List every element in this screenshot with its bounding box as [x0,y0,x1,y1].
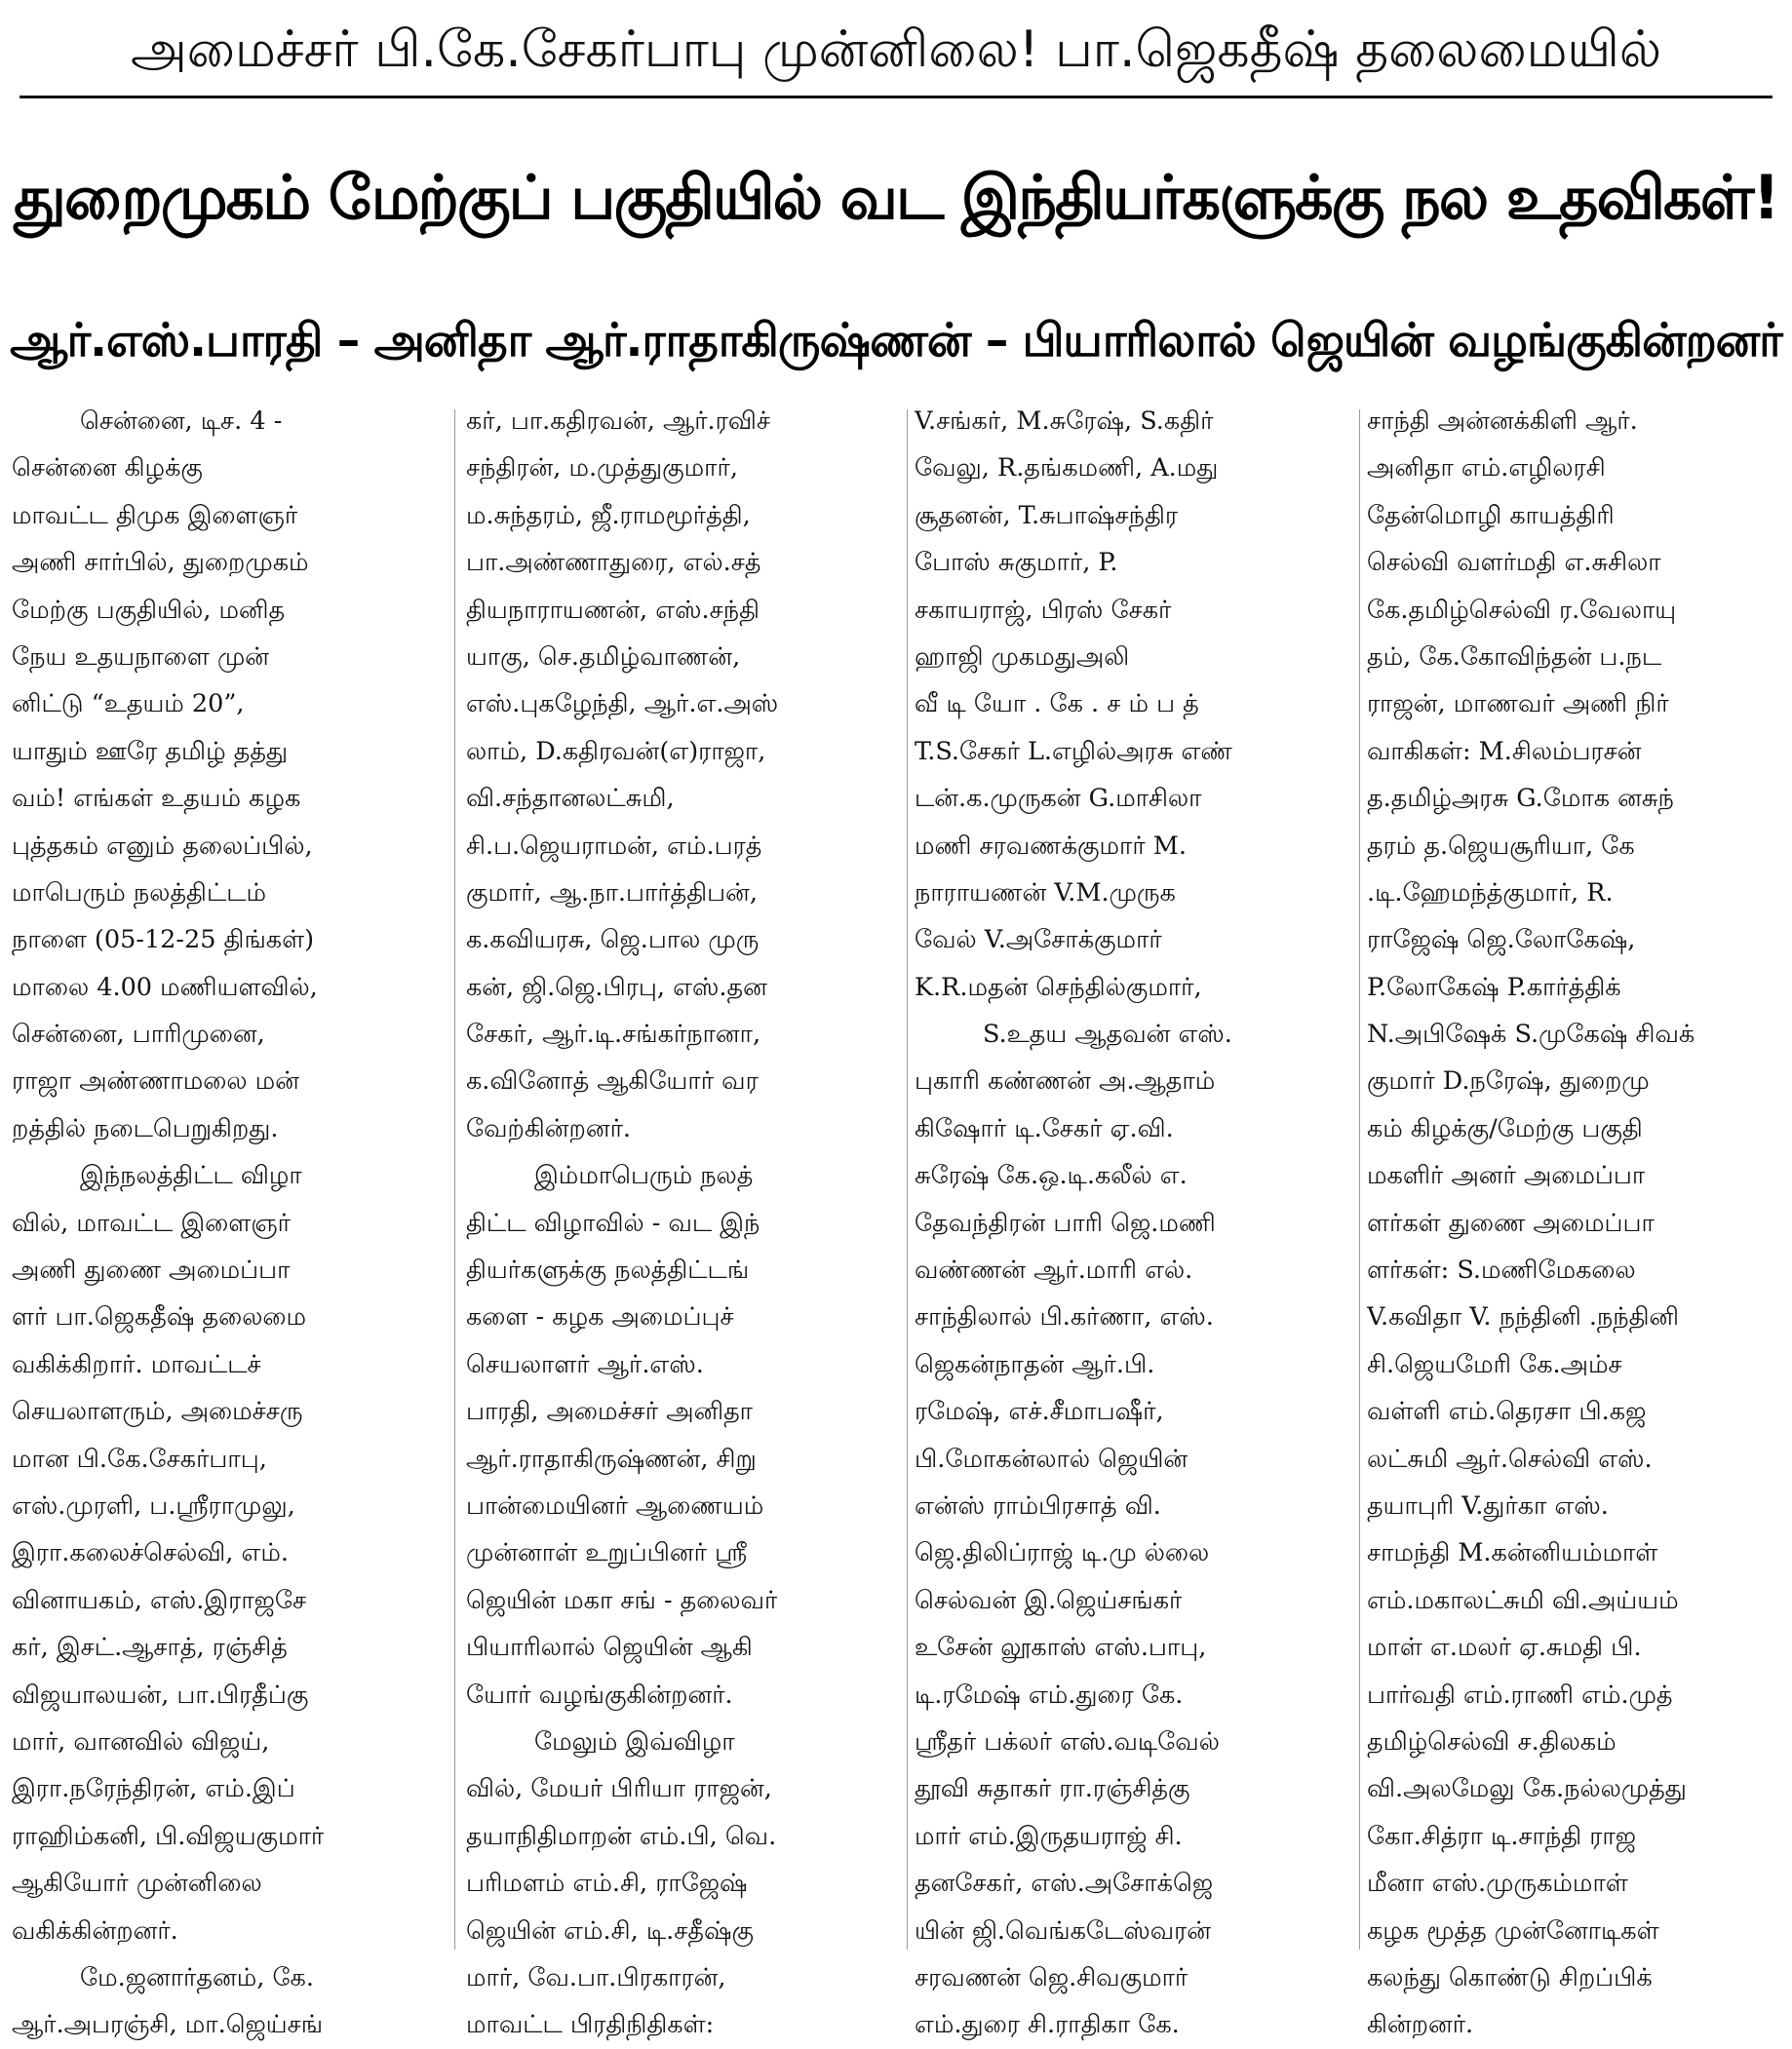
body-text-line: தியர்களுக்கு நலத்திட்டங் [466,1256,750,1286]
body-text-line: வம்! எங்கள் உதயம் கழக [12,784,301,814]
body-text-line: எம்.மகாலட்சுமி வி.அய்யம் [1367,1585,1679,1615]
body-text-line: ளர் பா.ஜெகதீஷ் தலைமை [12,1302,307,1333]
body-text-line: மாவட்ட திமுக இளைஞர் [12,500,298,530]
body-text-line: வாகிகள்: M.சிலம்பரசன் [1367,736,1642,766]
body-text-line: கர், பா.கதிரவன், ஆர்.ரவிச் [466,406,770,436]
body-text-line: வேலு, R.தங்கமணி, A.மது [915,453,1219,483]
body-text-line: தியநாராயணன், எஸ்.சந்தி [466,595,760,625]
body-text-line: சி.ப.ஜெயராமன், எம்.பரத் [466,831,762,861]
body-text-line: கின்றனர். [1367,2010,1474,2040]
body-text-line: மீனா எஸ்.முருகம்மாள் [1367,1869,1628,1899]
body-text-line: பியாரிலால் ஜெயின் ஆகி [466,1633,753,1663]
body-text-line: மணி சரவணக்குமார் M. [915,831,1188,861]
body-text-line: சேகர், ஆர்.டி.சங்கர்நானா, [466,1020,761,1050]
body-text-line: லாம், D.கதிரவன்(எ)ராஜா, [466,736,766,766]
body-text-line: ஜெகன்நாதன் ஆர்.பி. [915,1349,1155,1379]
body-text-line: சென்னை கிழக்கு [12,453,203,483]
body-text-line: ராஜன், மாணவர் அணி நிர் [1367,689,1669,719]
body-text-line: ஆர்.அபரஞ்சி, மா.ஜெய்சங் [12,2010,324,2040]
body-text-line: இந்நலத்திட்ட விழா [80,1161,302,1191]
body-text-line: கன், ஜி.ஜெ.பிரபு, எஸ்.தன [466,972,767,1002]
body-text-line: இரா.கலைச்செல்வி, எம். [12,1538,290,1568]
column-divider [454,409,455,1950]
body-text-line: தேன்மொழி காயத்திரி [1367,500,1615,530]
body-text-line: வள்ளி எம்.தெரசா பி.கஜ [1367,1397,1647,1427]
body-text-line: டி.ரமேஷ் எம்.துரை கே. [915,1680,1184,1710]
body-text-line: மகளிர் அனர் அமைப்பா [1367,1161,1646,1191]
body-text-line: கிஷோர் டி.சேகர் ஏ.வி. [915,1113,1174,1143]
body-text-line: சாமந்தி M.கன்னியம்மாள் [1367,1538,1658,1568]
body-text-line: பாரதி, அமைச்சர் அனிதா [466,1397,754,1427]
body-text-line: மே.ஜனார்தனம், கே. [80,1962,314,1992]
body-text-line: யோர் வழங்குகின்றனர். [466,1680,733,1710]
body-text-line: ஹாஜி முகமதுஅலி [915,641,1130,672]
body-text-line: வகிக்கின்றனர். [12,1915,178,1946]
body-text-line: ஆகியோர் முன்னிலை [12,1869,262,1899]
body-text-line: போஸ் சுகுமார், P. [915,548,1118,578]
body-text-line: மேலும் இவ்விழா [534,1726,735,1757]
body-text-line: எஸ்.புகழேந்தி, ஆர்.எ.அஸ் [466,689,779,719]
body-text-line: T.S.சேகர் L.எழில்அரசு எண் [915,736,1232,766]
body-text-line: வில், மேயர் பிரியா ராஜன், [466,1774,772,1804]
article-deck: ஆர்.எஸ்.பாரதி – அனிதா ஆர்.ராதாகிருஷ்ணன் – பியாரிலால் ஜெயின் வழங்குகின்றனர் [10,314,1782,367]
body-text-line: சென்னை, பாரிமுனை, [12,1020,265,1050]
body-text-line: ஸ்ரீதர் பக்லர் எஸ்.வடிவேல் [915,1726,1220,1757]
body-text-line: நாளை (05-12-25 திங்கள்) [12,925,315,955]
column-divider [1359,409,1360,1950]
body-text-line: பரிமளம் எம்.சி, ராஜேஷ் [466,1869,748,1899]
body-text-line: ஜெயின் மகா சங் - தலைவர் [466,1585,778,1615]
body-text-line: ராஹிம்கனி, பி.விஜயகுமார் [12,1821,325,1851]
body-text-line: அனிதா எம்.எழிலரசி [1367,453,1606,483]
body-column-1 [12,398,441,2040]
body-text-line: ரமேஷ், எச்.சீமாபஷீர், [915,1397,1164,1427]
body-text-line: ஜெ.திலிப்ராஜ் டி.மு ல்லை [915,1538,1210,1568]
body-text-line: P.லோகேஷ் P.கார்த்திக் [1367,972,1621,1002]
body-text-line: தம், கே.கோவிந்தன் ப.நட [1367,641,1662,672]
article-headline: துறைமுகம் மேற்குப் பகுதியில் வட இந்தியர்களுக்கு நல உதவிகள்! [14,162,1778,233]
body-text-line: கர், இசட்.ஆசாத், ரஞ்சித் [12,1633,288,1663]
body-text-line: செயலாளர் ஆர்.எஸ். [466,1349,704,1379]
body-text-line: சி.ஜெயமேரி கே.அம்ச [1367,1349,1622,1379]
body-text-line: வண்ணன் ஆர்.மாரி எல். [915,1256,1193,1286]
body-text-line: த.தமிழ்அரசு G.மோக னசுந் [1367,784,1674,814]
body-text-line: S.உதய ஆதவன் எஸ். [983,1020,1232,1050]
body-text-line: விஜயாலயன், பா.பிரதீப்கு [12,1680,309,1710]
body-text-line: சரவணன் ஜெ.சிவகுமார் [915,1962,1188,1992]
body-text-line: ளர்கள் துணை அமைப்பா [1367,1208,1655,1238]
body-text-line: தேவந்திரன் பாரி ஜெ.மணி [915,1208,1216,1238]
body-text-line: கழக மூத்த முன்னோடிகள் [1367,1915,1659,1946]
body-text-line: மான பி.கே.சேகர்பாபு, [12,1444,267,1474]
body-text-line: சாந்திலால் பி.கர்ணா, எஸ். [915,1302,1214,1333]
body-text-line: .டி.ஹேமந்த்குமார், R. [1367,877,1614,908]
kicker-divider [19,96,1773,98]
body-text-line: செயலாளரும், அமைச்சரு [12,1397,303,1427]
body-text-line: அணி துணை அமைப்பா [12,1256,291,1286]
body-text-line: K.R.மதன் செந்தில்குமார், [915,972,1202,1002]
body-text-line: வேற்கின்றனர். [466,1113,631,1143]
body-text-line: மாபெரும் நலத்திட்டம் [12,877,267,908]
body-text-line: நாராயணன் V.M.முருக [915,877,1176,908]
body-text-line: வினாயகம், எஸ்.இராஜசே [12,1585,307,1615]
body-text-line: றத்தில் நடைபெறுகிறது. [12,1113,279,1143]
body-text-line: செல்வன் இ.ஜெய்சங்கர் [915,1585,1183,1615]
body-text-line: அணி சார்பில், துறைமுகம் [12,548,309,578]
body-text-line: V.கவிதா V. நந்தினி .நந்தினி [1367,1302,1680,1333]
column-divider [907,409,908,1950]
body-text-line: சாந்தி அன்னக்கிளி ஆர். [1367,406,1638,436]
body-text-line: சூதனன், T.சுபாஷ்சந்திர [915,500,1179,530]
body-text-line: வேல் V.அசோக்குமார் [915,925,1162,955]
body-text-line: வி.சந்தானலட்சுமி, [466,784,675,814]
body-text-line: யாகு, செ.தமிழ்வாணன், [466,641,741,672]
body-text-line: மாள் எ.மலர் ஏ.சுமதி பி. [1367,1633,1642,1663]
body-text-line: தயாபுரி V.துர்கா எஸ். [1367,1490,1609,1521]
body-text-line: நேய உதயநாளை முன் [12,641,270,672]
body-text-line: டன்.க.முருகன் G.மாசிலா [915,784,1202,814]
body-text-line: இம்மாபெரும் நலத் [534,1161,754,1191]
body-text-line: குமார் D.நரேஷ், துறைமு [1367,1066,1650,1097]
body-text-line: களை - கழக அமைப்புச் [466,1302,734,1333]
body-text-line: லட்சுமி ஆர்.செல்வி எஸ். [1367,1444,1653,1474]
body-text-line: மார் எம்.இருதயராஜ் சி. [915,1821,1183,1851]
body-text-line: சந்திரன், ம.முத்துகுமார், [466,453,738,483]
body-text-line: எம்.துரை சி.ராதிகா கே. [915,2010,1180,2040]
body-text-line: கலந்து கொண்டு சிறப்பிக் [1367,1962,1653,1992]
body-text-line: என்ஸ் ராம்பிரசாத் வி. [915,1490,1161,1521]
body-text-line: ராஜா அண்ணாமலை மன் [12,1066,299,1097]
body-text-line: சுரேஷ் கே.ஒ.டி.கலீல் எ. [915,1161,1188,1191]
body-text-line: எஸ்.முரளி, ப.ஸ்ரீராமுலு, [12,1490,295,1521]
body-text-line: யின் ஜி.வெங்கடேஸ்வரன் [915,1915,1212,1946]
article-body [0,398,1792,2040]
body-text-line: செல்வி வளர்மதி எ.சுசிலா [1367,548,1661,578]
body-text-line: கம் கிழக்கு/மேற்கு பகுதி [1367,1113,1643,1143]
body-text-line: உசேன் லூகாஸ் எஸ்.பாபு, [915,1633,1207,1663]
body-text-line: V.சங்கர், M.சுரேஷ், S.கதிர் [915,406,1214,436]
body-text-line: கே.தமிழ்செல்வி ர.வேலாயு [1367,595,1677,625]
body-text-line: மார், வானவில் விஜய், [12,1726,270,1757]
body-text-line: குமார், ஆ.நா.பார்த்திபன், [466,877,758,908]
body-text-line: யாதும் ஊரே தமிழ் தத்து [12,736,289,766]
body-text-line: வகிக்கிறார். மாவட்டச் [12,1349,261,1379]
body-text-line: முன்னாள் உறுப்பினர் ஸ்ரீ [466,1538,748,1568]
body-text-line: N.அபிஷேக் S.முகேஷ் சிவக் [1367,1020,1695,1050]
body-text-line: பான்மையினர் ஆணையம் [466,1490,764,1521]
body-text-line: பா.அண்ணாதுரை, எல்.சத் [466,548,761,578]
body-text-line: பி.மோகன்லால் ஜெயின் [915,1444,1188,1474]
body-text-line: கோ.சித்ரா டி.சாந்தி ராஜ [1367,1821,1636,1851]
body-text-line: பார்வதி எம்.ராணி எம்.முத் [1367,1680,1673,1710]
body-text-line: தயாநிதிமாறன் எம்.பி, வெ. [466,1821,777,1851]
body-text-line: க.வினோத் ஆகியோர் வர [466,1066,759,1097]
body-text-line: மேற்கு பகுதியில், மனித [12,595,286,625]
body-text-line: தமிழ்செல்வி ச.திலகம் [1367,1726,1617,1757]
body-text-line: ம.சுந்தரம், ஜீ.ராமமூர்த்தி, [466,500,751,530]
body-text-line: வீ டி யோ . கே . ச ம் ப த் [915,689,1199,719]
body-text-line: மாலை 4.00 மணியளவில், [12,972,318,1002]
body-text-line: தனசேகர், எஸ்.அசோக்ஜெ [915,1869,1214,1899]
body-text-line: சகாயராஜ், பிரஸ் சேகர் [915,595,1172,625]
body-text-line: சென்னை, டிச. 4 - [80,406,283,436]
body-column-4 [1367,398,1786,2040]
body-text-line: புகாரி கண்ணன் அ.ஆதாம் [915,1066,1216,1097]
body-text-line: ஜெயின் எம்.சி, டி.சதீஷ்கு [466,1915,755,1946]
body-text-line: னிட்டு “உதயம் 20”, [12,689,245,719]
body-text-line: தூவி சுதாகர் ரா.ரஞ்சித்கு [915,1774,1190,1804]
body-text-line: மாவட்ட பிரதிநிதிகள்: [466,2010,715,2040]
body-text-line: ளர்கள்: S.மணிமேகலை [1367,1256,1636,1286]
body-text-line: புத்தகம் எனும் தலைப்பில், [12,831,313,861]
body-text-line: க.கவியரசு, ஜெ.பால முரு [466,925,760,955]
body-text-line: திட்ட விழாவில் - வட இந் [466,1208,760,1238]
article-kicker: அமைச்சர் பி.கே.சேகர்பாபு முன்னிலை! பா.ஜெகதீஷ் தலைமையில் [130,20,1662,79]
body-column-3 [915,398,1353,2040]
body-column-2 [466,398,901,2040]
body-text-line: ஆர்.ராதாகிருஷ்ணன், சிறு [466,1444,757,1474]
body-text-line: வி.அலமேலு கே.நல்லமுத்து [1367,1774,1687,1804]
body-text-line: ராஜேஷ் ஜெ.லோகேஷ், [1367,925,1636,955]
body-text-line: வில், மாவட்ட இளைஞர் [12,1208,291,1238]
body-text-line: தரம் த.ஜெயசூரியா, கே [1367,831,1635,861]
body-text-line: மார், வே.பா.பிரகாரன், [466,1962,726,1992]
body-text-line: இரா.நரேந்திரன், எம்.இப் [12,1774,295,1804]
